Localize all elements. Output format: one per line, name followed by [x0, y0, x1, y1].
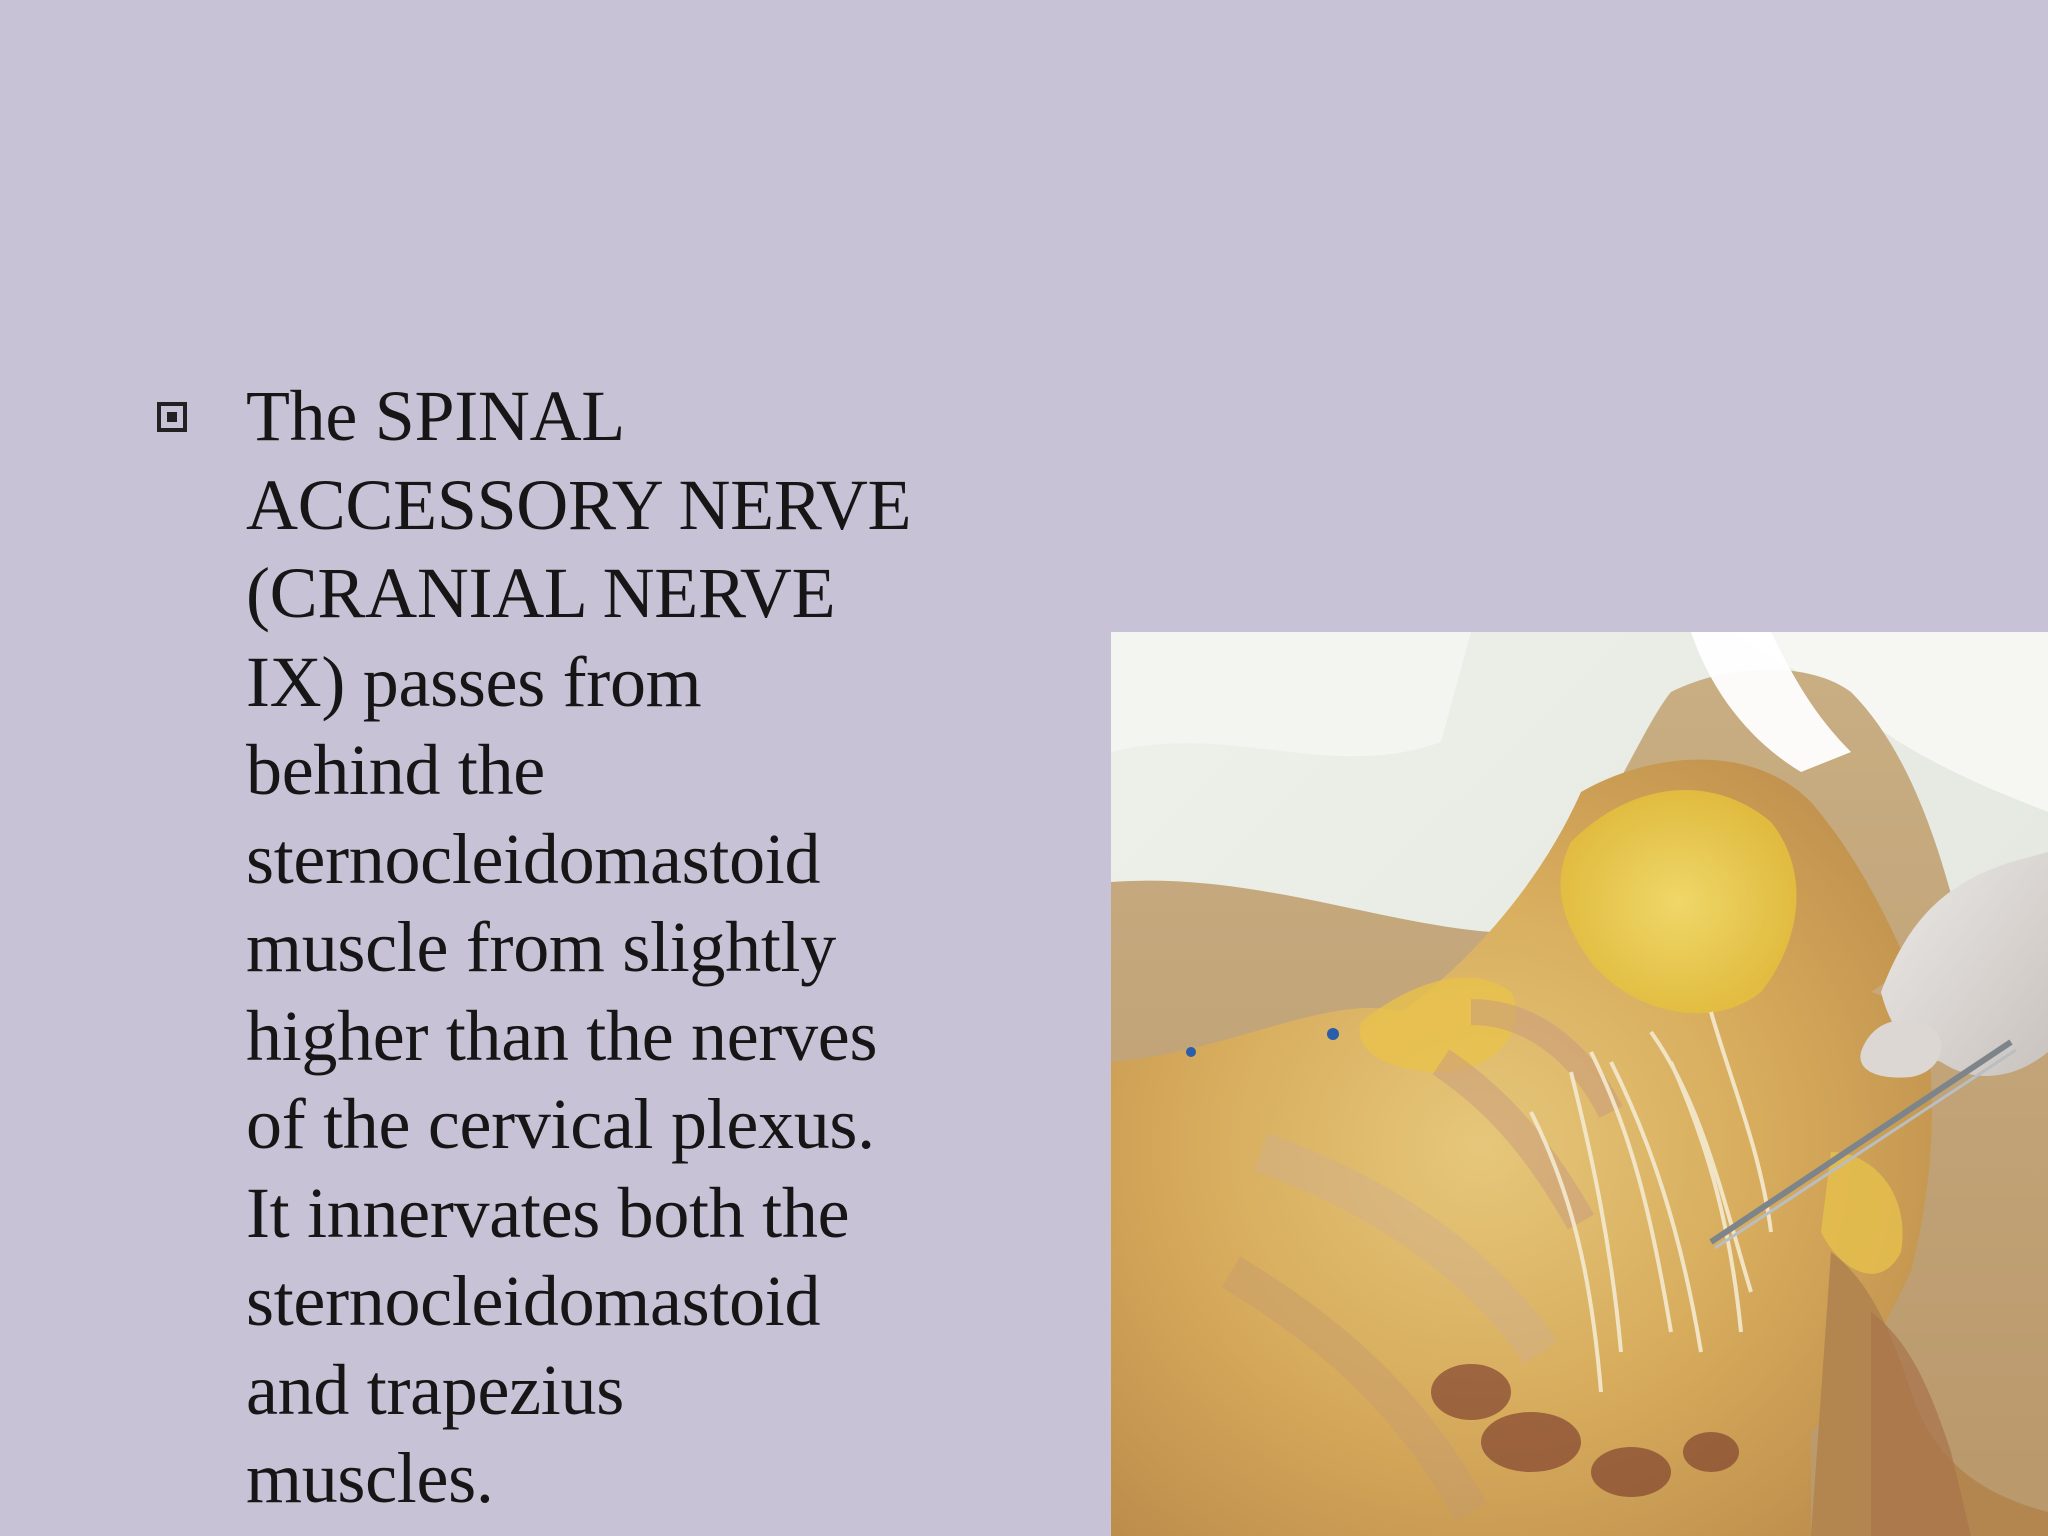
bullet-line: It innervates both the	[246, 1172, 850, 1253]
bullet-line: muscles.	[246, 1438, 494, 1518]
dissection-photo	[1111, 632, 2048, 1536]
bullet-line: (CRANIAL NERVE	[246, 553, 836, 633]
bullet-text	[246, 372, 1046, 1523]
bullet-line: IX) passes from	[246, 641, 702, 722]
bullet-line: ACCESSORY NERVE	[246, 464, 912, 545]
bullet-line: of the cervical plexus.	[246, 1084, 875, 1164]
bullet-line: The SPINAL	[246, 376, 625, 456]
bullet-line: muscle from slightly	[246, 907, 836, 987]
square-bullet-icon	[157, 402, 187, 432]
bullet-line: sternocleidomastoid	[246, 1261, 821, 1341]
bullet-line: behind the	[246, 730, 545, 810]
bullet-line: higher than the nerves	[246, 995, 878, 1076]
bullet-line: and trapezius	[246, 1349, 624, 1430]
bullet-line: sternocleidomastoid	[246, 818, 821, 899]
